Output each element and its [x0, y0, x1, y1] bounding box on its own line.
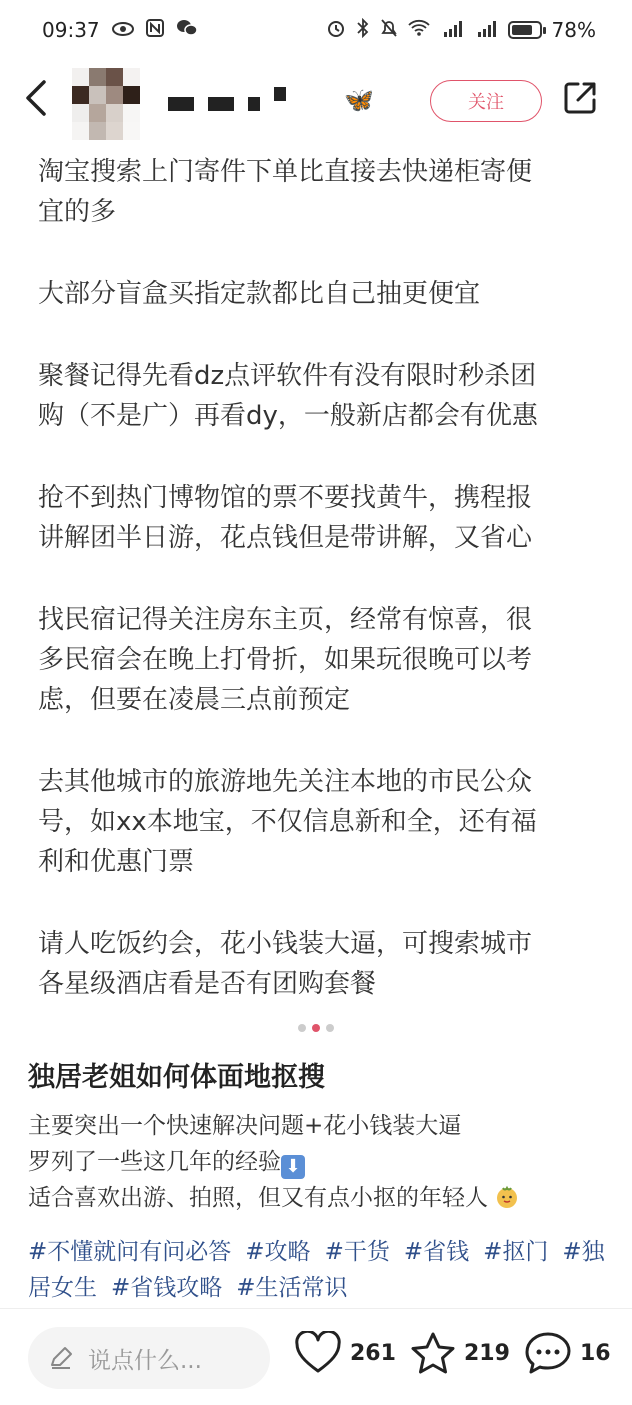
battery-icon [508, 21, 542, 39]
heart-icon [294, 1331, 342, 1375]
tip-paragraph [38, 152, 598, 232]
hashtag[interactable]: #不懂就问有问必答 [28, 1239, 232, 1265]
post-header [0, 60, 632, 148]
like-button[interactable] [294, 1331, 396, 1375]
tip-paragraph [38, 600, 598, 720]
carousel-dot-active[interactable] [312, 1024, 320, 1032]
text-line: 抢不到热门博物馆的票不要找黄牛，携程报 [38, 483, 533, 513]
signal-5g-icon [440, 18, 464, 43]
battery-percent: 78% [551, 18, 596, 42]
username-blurred[interactable] [168, 96, 286, 112]
text-line: 讲解团半日游，花点钱但是带讲解，又省心 [38, 523, 533, 553]
star-icon [410, 1331, 456, 1375]
text-line: 号，如xx本地宝，不仅信息新和全，还有福 [38, 807, 537, 837]
text-line: 各星级酒店看是否有团购套餐 [38, 969, 377, 999]
hashtag[interactable]: #省钱攻略 [111, 1275, 223, 1301]
desc-line [28, 1180, 608, 1216]
carousel-dot[interactable] [298, 1024, 306, 1032]
follow-button[interactable]: 关注 [430, 80, 542, 122]
wifi-icon [408, 18, 430, 42]
tip-paragraph [38, 478, 598, 558]
share-icon [562, 80, 598, 116]
desc-line-text: 罗列了一些这几年的经验 [28, 1149, 281, 1175]
status-bar [0, 0, 632, 60]
text-line: 多民宿会在晚上打骨折，如果玩很晚可以考 [38, 645, 533, 675]
bottom-action-bar [0, 1308, 632, 1405]
desc-line [28, 1144, 608, 1180]
back-button[interactable] [22, 78, 62, 128]
chevron-left-icon [22, 78, 52, 118]
hashtag[interactable]: #抠门 [483, 1239, 549, 1265]
post-image-text [38, 152, 598, 1046]
wechat-icon [176, 19, 198, 42]
carousel-dot[interactable] [326, 1024, 334, 1032]
hashtag[interactable]: #独居女生 [28, 1239, 605, 1301]
tip-paragraph [38, 274, 598, 314]
hashtag[interactable]: #攻略 [245, 1239, 311, 1265]
hashtag-list [28, 1234, 618, 1306]
text-line: 淘宝搜索上门寄件下单比直接去快递柜寄便 [38, 157, 533, 187]
text-line: 去其他城市的旅游地先关注本地的市民公众 [38, 767, 533, 797]
text-line: 大部分盲盒买指定款都比自己抽更便宜 [38, 279, 481, 309]
text-line: 利和优惠门票 [38, 847, 195, 877]
signal-5g-icon-2 [474, 18, 498, 43]
collect-button[interactable] [410, 1331, 510, 1375]
like-count: 261 [350, 1340, 396, 1366]
share-button[interactable] [562, 80, 602, 120]
hashtag[interactable]: #干货 [324, 1239, 390, 1265]
hashtag[interactable]: #生活常识 [236, 1275, 348, 1301]
comment-placeholder: 说点什么... [88, 1347, 202, 1374]
tip-paragraph [38, 356, 598, 436]
eye-icon [112, 20, 134, 41]
nfc-icon [146, 19, 164, 42]
mute-bell-icon [380, 18, 398, 43]
down-arrow-icon: ⬇ [281, 1155, 305, 1179]
text-line: 请人吃饭约会，花小钱装大逼，可搜索城市 [38, 929, 533, 959]
tip-paragraph [38, 924, 598, 1004]
avatar[interactable] [72, 68, 140, 140]
text-line: 找民宿记得关注房东主页，经常有惊喜，很 [38, 605, 533, 635]
comment-bubble-icon [524, 1331, 572, 1375]
hashtag[interactable]: #省钱 [403, 1239, 470, 1265]
tip-paragraph [38, 762, 598, 882]
text-line: 聚餐记得先看dz点评软件有没有限时秒杀团 [38, 361, 537, 391]
text-line: 宜的多 [38, 197, 117, 227]
carousel-indicator [0, 1024, 632, 1032]
desc-line-text: 适合喜欢出游、拍照，但又有点小抠的年轻人 [28, 1185, 488, 1211]
comment-button[interactable] [524, 1331, 611, 1375]
face-emoji-icon [488, 1185, 519, 1211]
post-description [28, 1108, 608, 1216]
comment-input[interactable] [28, 1327, 270, 1389]
post-title: 独居老姐如何体面地抠搜 [28, 1062, 325, 1093]
collect-count: 219 [464, 1340, 510, 1366]
alarm-icon [326, 18, 346, 43]
butterfly-badge-icon: 🦋 [344, 86, 374, 114]
status-time: 09:37 [42, 18, 100, 42]
text-line: 虑，但要在凌晨三点前预定 [38, 685, 351, 715]
pencil-icon [48, 1345, 74, 1371]
bluetooth-icon [356, 18, 370, 43]
desc-line: 主要突出一个快速解决问题+花小钱装大逼 [28, 1113, 462, 1139]
text-line: 购（不是广）再看dy，一般新店都会有优惠 [38, 401, 538, 431]
comment-count: 16 [580, 1340, 611, 1366]
